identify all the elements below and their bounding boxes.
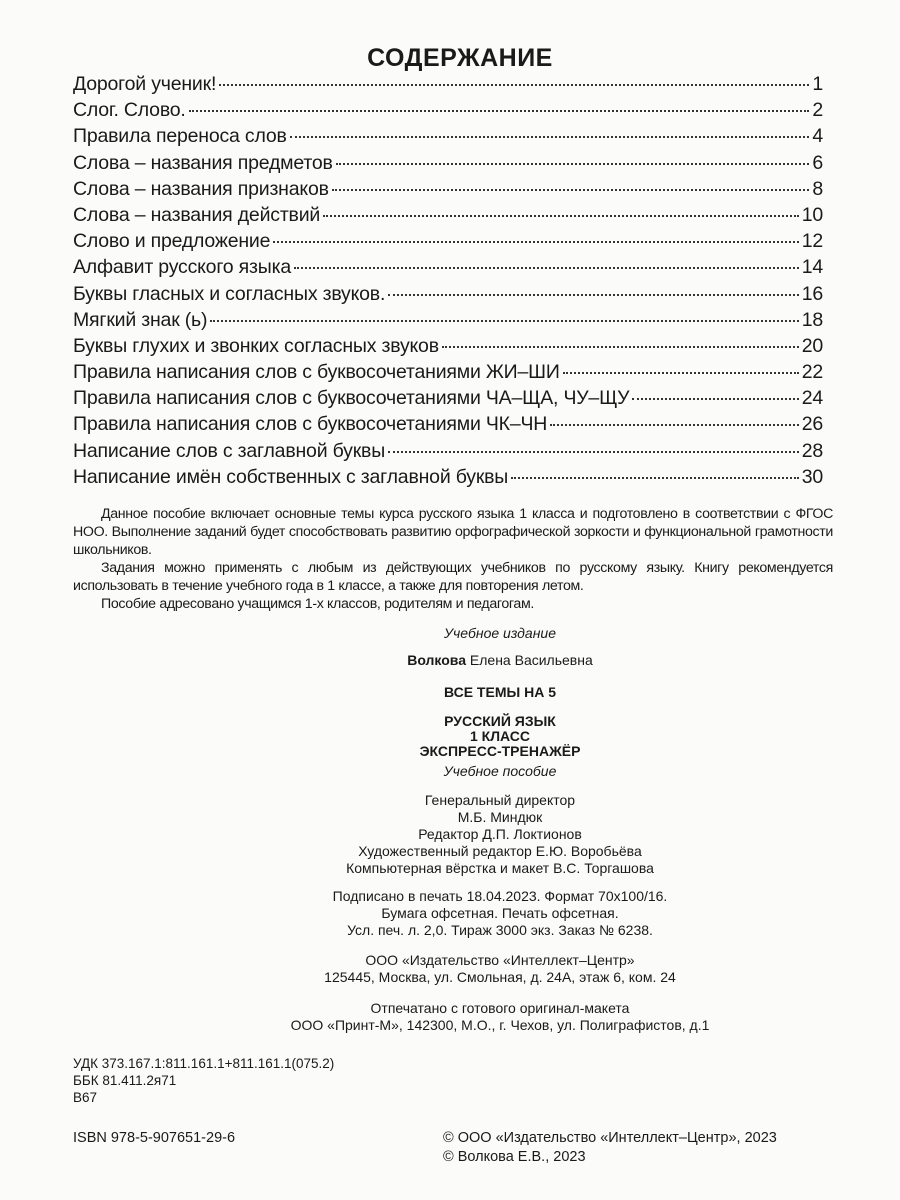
intro-paragraph: Данное пособие включает основные темы курса русского языка 1 класса и подготовлено в соответствии с ФГОС НОО. Выполнение заданий будет способствовать развитию орфографической зоркости и функциональной грамотности школьников. <box>73 506 833 558</box>
printer <box>240 1000 760 1034</box>
toc-entry-label: Слово и предложение <box>73 230 271 253</box>
leader-dots <box>189 110 810 112</box>
toc-entry <box>73 256 823 282</box>
toc-entry-page: 6 <box>812 151 823 174</box>
author-name: Елена Васильевна <box>469 652 593 668</box>
toc-entry <box>73 99 823 125</box>
intro-text <box>73 505 833 613</box>
printer-line: Отпечатано с готового оригинал-макета <box>370 1000 630 1016</box>
toc-entry-page: 22 <box>801 361 823 384</box>
isbn: ISBN 978-5-907651-29-6 <box>73 1130 236 1146</box>
copyright <box>443 1129 777 1167</box>
toc-entry-page: 8 <box>812 177 823 200</box>
printer-line: ООО «Принт-М», 142300, М.О., г. Чехов, ул. Полиграфистов, д.1 <box>290 1017 710 1033</box>
toc-entry-label: Слова – названия предметов <box>73 151 333 174</box>
toc-entry-page: 12 <box>801 230 823 253</box>
copyright-line: © ООО «Издательство «Интеллект–Центр», 2023 <box>443 1130 777 1146</box>
leader-dots <box>323 215 799 217</box>
toc-entry <box>73 152 823 178</box>
toc-entry-page: 30 <box>801 465 823 488</box>
toc-entry-page: 16 <box>801 282 823 305</box>
staff-line: Редактор Д.П. Локтионов <box>418 826 582 842</box>
print-info <box>240 888 760 939</box>
book-heading <box>240 714 760 759</box>
author-mark: В67 <box>73 1090 98 1105</box>
toc-entry-page: 20 <box>801 334 823 357</box>
staff-line: М.Б. Миндюк <box>457 809 543 825</box>
toc-entry <box>73 335 823 361</box>
toc-entry <box>73 204 823 230</box>
toc-entry-label: Дорогой ученик! <box>73 73 217 95</box>
staff-line: Генеральный директор <box>424 792 576 808</box>
toc-entry-page: 1 <box>812 73 823 95</box>
series: ВСЕ ТЕМЫ НА 5 <box>444 684 556 700</box>
toc-entry-label: Буквы глухих и звонких согласных звуков <box>73 334 439 357</box>
intro-paragraph: Пособие адресовано учащимся 1-х классов, родителям и педагогам. <box>101 596 534 612</box>
toc-entry-label: Правила переноса слов <box>73 125 287 148</box>
leader-dots <box>563 372 799 374</box>
grade: 1 КЛАСС <box>469 728 531 744</box>
publisher-line: 125445, Москва, ул. Смольная, д. 24А, этаж 6, ком. 24 <box>324 969 676 985</box>
toc-entry-page: 26 <box>801 413 823 436</box>
toc-entry-label: Алфавит русского языка <box>73 256 291 279</box>
leader-dots <box>388 294 799 296</box>
toc-entry-label: Правила написания слов с буквосочетаниями ЖИ–ШИ <box>73 361 560 384</box>
leader-dots <box>332 189 810 191</box>
staff <box>240 792 760 877</box>
toc-entry-label: Написание имён собственных с заглавной буквы <box>73 465 509 488</box>
toc-entry-page: 28 <box>801 439 823 462</box>
table-of-contents <box>73 73 823 492</box>
staff-line: Художественный редактор Е.Ю. Воробьёва <box>358 843 642 859</box>
leader-dots <box>511 477 799 479</box>
leader-dots <box>290 136 810 138</box>
toc-entry-label: Правила написания слов с буквосочетаниями ЧК–ЧН <box>73 413 548 436</box>
copyright-line: © Волкова Е.В., 2023 <box>443 1149 586 1165</box>
bbk: ББК 81.411.2я71 <box>73 1073 177 1088</box>
leader-dots <box>273 241 798 243</box>
leader-dots <box>550 424 799 426</box>
toc-entry <box>73 361 823 387</box>
print-line: Подписано в печать 18.04.2023. Формат 70x100/16. <box>332 888 668 904</box>
toc-entry-page: 18 <box>801 308 823 331</box>
toc-entry <box>73 230 823 256</box>
leader-dots <box>442 346 799 348</box>
staff-line: Компьютерная вёрстка и макет В.С. Торгашова <box>346 860 654 876</box>
author <box>240 652 760 669</box>
edition-type: Учебное издание <box>444 625 556 641</box>
toc-title: СОДЕРЖАНИЕ <box>367 44 553 72</box>
toc-entry <box>73 73 823 99</box>
toc-entry-label: Слова – названия признаков <box>73 177 329 200</box>
book-type: Учебное пособие <box>443 763 557 779</box>
toc-entry <box>73 466 823 492</box>
toc-entry <box>73 178 823 204</box>
publisher-line: ООО «Издательство «Интеллект–Центр» <box>365 952 635 968</box>
author-surname: Волкова <box>407 652 467 668</box>
leader-dots <box>219 84 809 86</box>
book-title: ЭКСПРЕСС-ТРЕНАЖЁР <box>419 743 581 759</box>
toc-entry-label: Мягкий знак (ь) <box>73 308 208 331</box>
toc-entry-page: 14 <box>801 256 823 279</box>
toc-entry-page: 10 <box>801 203 823 226</box>
toc-entry <box>73 440 823 466</box>
leader-dots <box>210 320 798 322</box>
subject: РУССКИЙ ЯЗЫК <box>444 713 556 729</box>
toc-entry-page: 2 <box>812 99 823 122</box>
print-line: Бумага офсетная. Печать офсетная. <box>381 905 619 921</box>
toc-entry <box>73 283 823 309</box>
leader-dots <box>294 267 799 269</box>
toc-entry-label: Буквы гласных и согласных звуков. <box>73 282 386 305</box>
toc-entry-label: Правила написания слов с буквосочетаниями ЧА–ЩА, ЧУ–ЩУ <box>73 387 630 410</box>
toc-entry-page: 4 <box>812 125 823 148</box>
print-line: Усл. печ. л. 2,0. Тираж 3000 экз. Заказ № 6238. <box>347 922 653 938</box>
toc-entry-page: 24 <box>801 387 823 410</box>
udk: УДК 373.167.1:811.161.1+811.161.1(075.2) <box>73 1056 335 1071</box>
toc-entry-label: Написание слов с заглавной буквы <box>73 439 386 462</box>
leader-dots <box>632 398 798 400</box>
leader-dots <box>336 163 810 165</box>
toc-entry <box>73 309 823 335</box>
toc-entry-label: Слог. Слово. <box>73 99 186 122</box>
classification-codes <box>73 1055 334 1106</box>
leader-dots <box>388 451 799 453</box>
toc-entry <box>73 387 823 413</box>
intro-paragraph: Задания можно применять с любым из действующих учебников по русскому языку. Книгу рекомендуется использовать в течение учебного года в 1 классе, а также для повторения летом. <box>73 560 833 594</box>
toc-entry-label: Слова – названия действий <box>73 203 321 226</box>
publisher <box>240 952 760 986</box>
toc-entry <box>73 125 823 151</box>
toc-entry <box>73 413 823 439</box>
